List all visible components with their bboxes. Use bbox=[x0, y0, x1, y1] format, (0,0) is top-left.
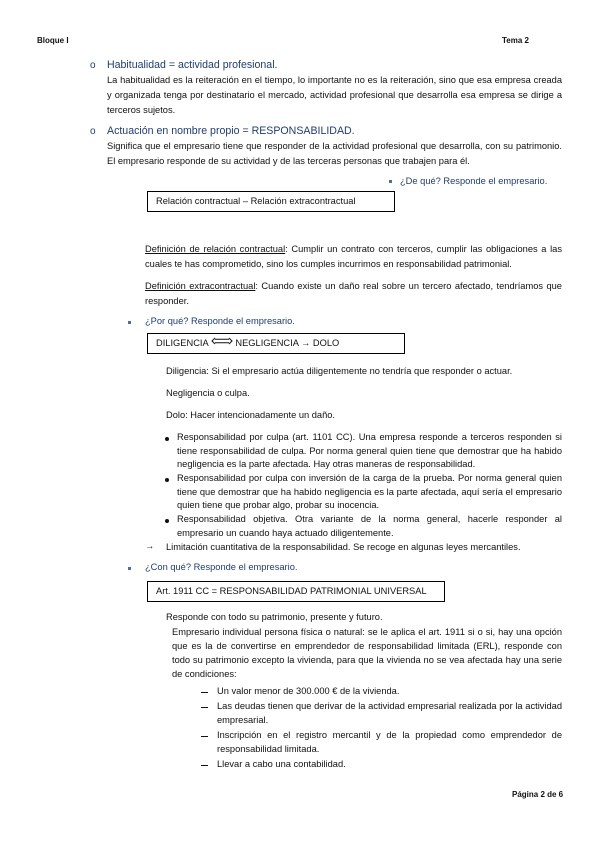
question-con-que: ¿Con qué? Responde el empresario. bbox=[145, 562, 298, 572]
condition-item: Llevar a cabo una contabilidad. bbox=[217, 759, 346, 769]
section-responsabilidad-title: Actuación en nombre propio = RESPONSABILIDAD. bbox=[107, 125, 355, 137]
section-habitualidad-text: La habitualidad es la reiteración en el tiempo, lo importante no es la reiteración, sino que esa empresa creada y organizada tenga por destinatario el mercado, actividad profesional que desarrolla esa empresa se dirige a terceros sujetos. bbox=[107, 75, 562, 115]
list-item-inversion: Responsabilidad por culpa con inversión de la carga de la prueba. Por norma general quien tiene que demostrar que ha habido negligencia es la parte afectada, aquí sería el empresario quien tiene que probar algo, probar su inocencia. bbox=[177, 473, 562, 510]
condition-item: Las deudas tienen que derivar de la actividad empresarial realizada por la actividad empresarial. bbox=[217, 701, 562, 725]
question-de-que: ¿De qué? Responde el empresario. bbox=[400, 176, 548, 186]
bullet-dot-icon bbox=[165, 478, 169, 482]
definition-contractual-text: : Cumplir un contrato con terceros, cumplir las obligaciones a las cuales te has comprometido, sino los cumples incurrimos en responsabilidad patrimonial. bbox=[145, 244, 562, 269]
square-bullet-icon bbox=[389, 180, 392, 183]
header-left: Bloque I bbox=[37, 36, 69, 45]
dash-bullet-icon bbox=[201, 707, 208, 708]
section-responsabilidad-text: Significa que el empresario tiene que responder de la actividad profesional que desarrolla, con su patrimonio. El empresario responde de su actividad y de las terceras personas que trabajen para él. bbox=[107, 141, 562, 166]
negligencia-label: NEGLIGENCIA bbox=[235, 338, 299, 348]
art-1911-box: Art. 1911 CC = RESPONSABILIDAD PATRIMONIAL UNIVERSAL bbox=[147, 581, 445, 602]
definition-contractual-label: Definición de relación contractual bbox=[145, 244, 286, 254]
diligencia-label: DILIGENCIA bbox=[156, 338, 209, 348]
definition-extracontractual bbox=[145, 279, 562, 309]
page-number: Página 2 de 6 bbox=[512, 790, 564, 799]
right-arrow-icon: → bbox=[145, 541, 155, 551]
list-item-objetiva: Responsabilidad objetiva. Otra variante de la norma general, hacerle responder al empresario un cuando haya actuado diligentemente. bbox=[177, 514, 562, 538]
bullet-dot-icon bbox=[165, 519, 169, 523]
dash-bullet-icon bbox=[201, 765, 208, 766]
square-bullet-icon bbox=[128, 321, 131, 324]
diligencia-text: Diligencia: Si el empresario actúa diligentemente no tendría que responder o actuar. bbox=[166, 366, 513, 376]
definition-contractual bbox=[145, 242, 562, 272]
right-arrow-icon: → bbox=[301, 338, 311, 348]
negligencia-text: Negligencia o culpa. bbox=[166, 388, 250, 398]
circle-bullet-icon: o bbox=[90, 126, 96, 137]
double-arrow-icon bbox=[211, 334, 233, 353]
limitacion-text: Limitación cuantitativa de la responsabilidad. Se recoge en algunas leyes mercantiles. bbox=[166, 542, 521, 552]
definition-extracontractual-label: Definición extracontractual bbox=[145, 281, 256, 291]
question-por-que: ¿Por qué? Responde el empresario. bbox=[145, 316, 295, 326]
relacion-box: Relación contractual – Relación extracontractual bbox=[147, 191, 395, 212]
definition-extracontractual-text: : Cuando existe un daño real sobre un tercero afectado, tendríamos que responder. bbox=[145, 281, 562, 306]
dash-bullet-icon bbox=[201, 692, 208, 693]
dolo-label: DOLO bbox=[312, 338, 340, 348]
circle-bullet-icon: o bbox=[90, 60, 96, 71]
square-bullet-icon bbox=[128, 567, 131, 570]
condition-item: Un valor menor de 300.000 € de la vivienda. bbox=[217, 686, 400, 696]
dolo-text: Dolo: Hacer intencionadamente un daño. bbox=[166, 410, 336, 420]
diligencia-box bbox=[147, 333, 405, 354]
dash-bullet-icon bbox=[201, 736, 208, 737]
empresario-individual-text: Empresario individual persona física o natural: se le aplica el art. 1911 si o si, hay una opción que es la de convertirse en emprendedor de responsabilidad limitada (ERL), responde con todo su patrimonio excepto la vivienda, para que la vivienda no se vea afectada hay una serie de condiciones: bbox=[172, 627, 562, 679]
bullet-dot-icon bbox=[165, 437, 169, 441]
header-right: Tema 2 bbox=[502, 36, 529, 45]
responde-line: Responde con todo su patrimonio, presente y futuro. bbox=[166, 612, 383, 622]
section-habitualidad-title: Habitualidad = actividad profesional. bbox=[107, 59, 278, 71]
condition-item: Inscripción en el registro mercantil y de la propiedad como emprendedor de responsabilidad limitada. bbox=[217, 730, 562, 754]
list-item-culpa: Responsabilidad por culpa (art. 1101 CC). Una empresa responde a terceros responden si tiene responsabilidad de culpa. Por norma general quien tiene que demostrar que ha habido negligencia es la parte afectada. Hay otras maneras de responsabilidad. bbox=[177, 432, 562, 469]
